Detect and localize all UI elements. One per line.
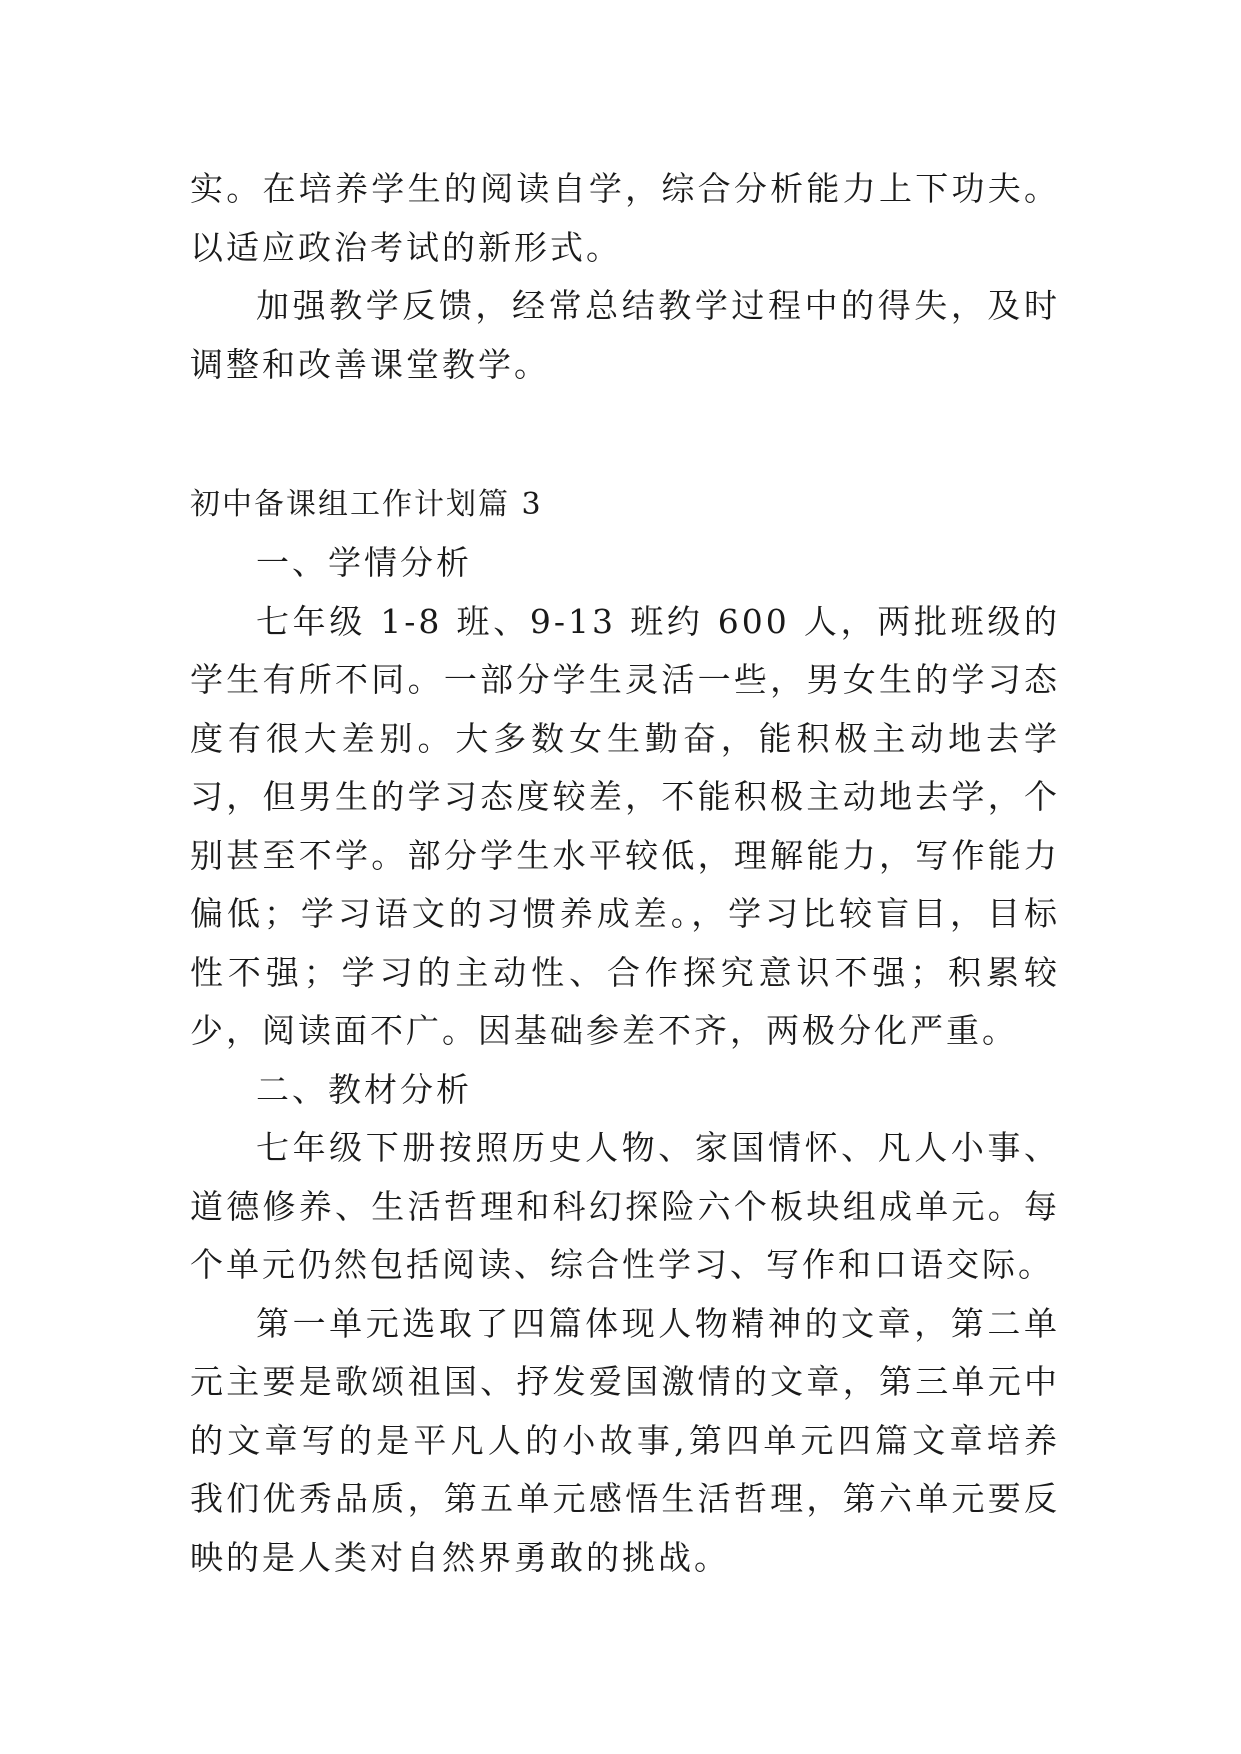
paragraph-student-analysis: 七年级 1-8 班、9-13 班约 600 人，两批班级的学生有所不同。一部分学生灵活一些，男女生的学习态度有很大差别。大多数女生勤奋，能积极主动地去学习，但男生的学习态度较差，不能积极主动地去学，个别甚至不学。部分学生水平较低，理解能力，写作能力偏低；学习语文的习惯养成差。，学习比较盲目，目标性不强；学习的主动性、合作探究意识不强；积累较少，阅读面不广。因基础参差不齐，两极分化严重。 xyxy=(190,601,1060,1050)
paragraph-units-overview: 第一单元选取了四篇体现人物精神的文章，第二单元主要是歌颂祖国、抒发爱国激情的文章，第三单元中的文章写的是平凡人的小故事,第四单元四篇文章培养我们优秀品质，第五单元感悟生活哲理，第六单元要反映的是人类对自然界勇敢的挑战。 xyxy=(190,1303,1060,1577)
paragraph-continuation: 实。在培养学生的阅读自学，综合分析能力上下功夫。以适应政治考试的新形式。 xyxy=(190,169,1060,267)
paragraph-feedback: 加强教学反馈，经常总结教学过程中的得失，及时调整和改善课堂教学。 xyxy=(190,286,1060,384)
section-title: 初中备课组工作计划篇 3 xyxy=(190,487,543,522)
section-heading-student-analysis: 一、学情分析 xyxy=(256,543,472,582)
paragraph-textbook-overview: 七年级下册按照历史人物、家国情怀、凡人小事、道德修养、生活哲理和科幻探险六个板块组成单元。每个单元仍然包括阅读、综合性学习、写作和口语交际。 xyxy=(190,1128,1060,1284)
document-page xyxy=(190,160,1060,1587)
section-heading-textbook-analysis: 二、教材分析 xyxy=(256,1069,472,1109)
